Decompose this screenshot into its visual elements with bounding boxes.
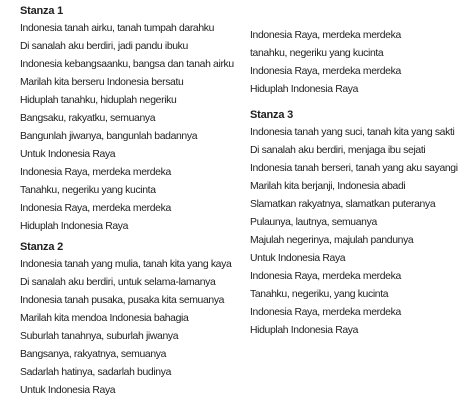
lyric-line: Indonesia Raya, merdeka merdeka bbox=[250, 307, 401, 318]
lyric-line: Bangsaku, rakyatku, semuanya bbox=[20, 113, 156, 124]
lyric-line: Indonesia Raya, merdeka merdeka bbox=[20, 203, 171, 214]
lyric-line: Tanahku, negeriku yang kucinta bbox=[20, 185, 156, 196]
lyric-line: Indonesia Raya, merdeka merdeka bbox=[20, 167, 171, 178]
lyric-line: Slamatkan rakyatnya, slamatkan puteranya bbox=[250, 199, 436, 210]
stanza-1 bbox=[20, 2, 245, 236]
lyric-line: Indonesia tanah airku, tanah tumpah darahku bbox=[20, 23, 215, 34]
lyric-line: Untuk Indonesia Raya bbox=[20, 385, 116, 396]
stanza-title: Stanza 2 bbox=[20, 241, 64, 253]
lyric-line: Indonesia Raya, merdeka merdeka bbox=[250, 271, 401, 282]
lyric-line: tanahku, negeriku yang kucinta bbox=[250, 48, 384, 59]
lyric-line: Di sanalah aku berdiri, menjaga ibu sejati bbox=[250, 145, 426, 156]
lyric-line: Untuk Indonesia Raya bbox=[20, 149, 116, 160]
lyric-line: Di sanalah aku berdiri, jadi pandu ibuku bbox=[20, 41, 188, 52]
lyric-line: Di sanalah aku berdiri, untuk selama-lamanya bbox=[20, 277, 216, 288]
lyric-line: Indonesia tanah pusaka, pusaka kita semuanya bbox=[20, 295, 225, 306]
stanza-2-refrain bbox=[250, 27, 474, 99]
lyric-line: Hiduplah Indonesia Raya bbox=[250, 325, 359, 336]
stanza-2 bbox=[20, 238, 245, 400]
lyric-line: Pulaunya, lautnya, semuanya bbox=[250, 217, 377, 228]
lyric-line: Hiduplah Indonesia Raya bbox=[250, 84, 359, 95]
lyric-line: Indonesia tanah berseri, tanah yang aku sayangi bbox=[250, 163, 458, 174]
lyric-line: Bangsanya, rakyatnya, semuanya bbox=[20, 349, 167, 360]
lyric-line: Majulah negerinya, majulah pandunya bbox=[250, 235, 414, 246]
lyric-line: Marilah kita berjanji, Indonesia abadi bbox=[250, 181, 406, 192]
stanza-title: Stanza 1 bbox=[20, 5, 64, 17]
lyric-line: Tanahku, negeriku, yang kucinta bbox=[250, 289, 389, 300]
lyric-line: Indonesia kebangsaanku, bangsa dan tanah airku bbox=[20, 59, 234, 70]
lyric-line: Untuk Indonesia Raya bbox=[250, 253, 346, 264]
stanza-title: Stanza 3 bbox=[250, 109, 294, 121]
stanza-3 bbox=[250, 106, 474, 340]
lyric-line: Indonesia Raya, merdeka merdeka bbox=[250, 66, 401, 77]
lyric-line: Indonesia tanah yang mulia, tanah kita yang kaya bbox=[20, 259, 232, 270]
lyric-line: Suburlah tanahnya, suburlah jiwanya bbox=[20, 331, 179, 342]
lyric-line: Marilah kita berseru Indonesia bersatu bbox=[20, 77, 184, 88]
lyric-line: Marilah kita mendoa Indonesia bahagia bbox=[20, 313, 189, 324]
lyric-line: Indonesia tanah yang suci, tanah kita yang sakti bbox=[250, 127, 455, 138]
lyric-line: Hiduplah tanahku, hiduplah negeriku bbox=[20, 95, 177, 106]
lyric-line: Sadarlah hatinya, sadarlah budinya bbox=[20, 367, 172, 378]
lyric-line: Indonesia Raya, merdeka merdeka bbox=[250, 30, 401, 41]
lyric-line: Hiduplah Indonesia Raya bbox=[20, 221, 129, 232]
lyric-line: Bangunlah jiwanya, bangunlah badannya bbox=[20, 131, 198, 142]
